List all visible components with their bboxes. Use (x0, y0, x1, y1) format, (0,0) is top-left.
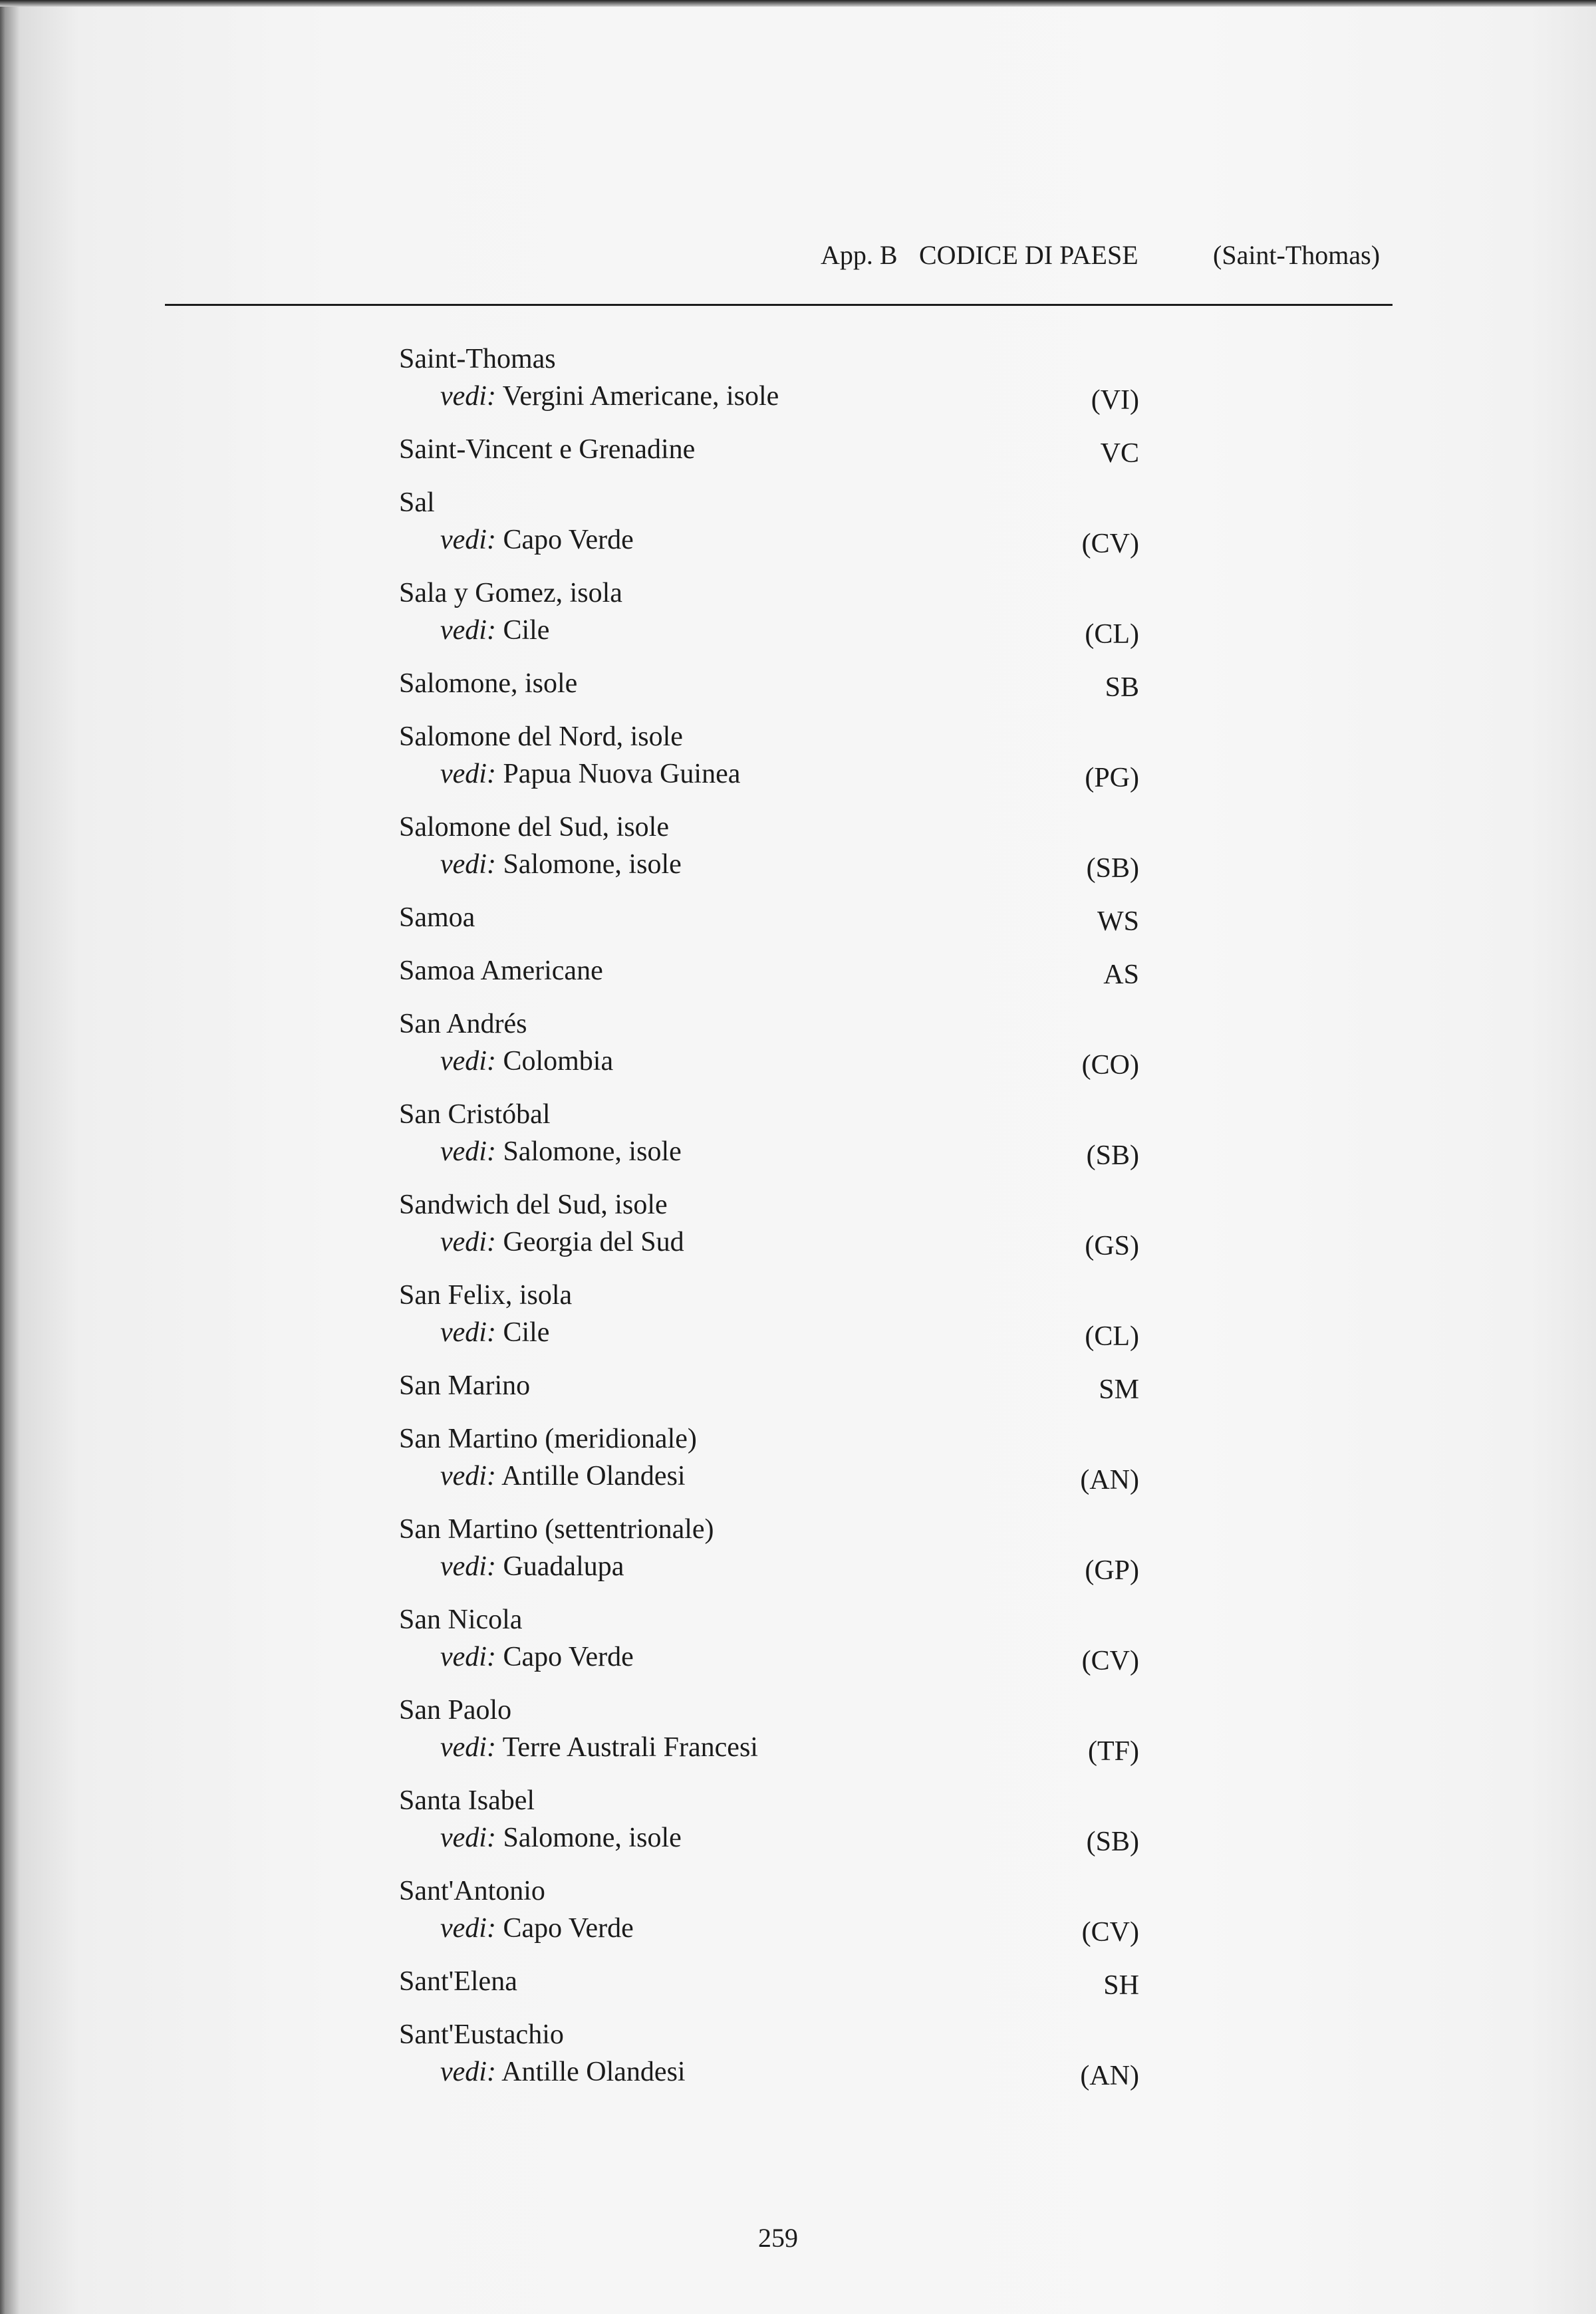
list-item (399, 484, 1144, 559)
list-item (399, 1096, 1144, 1170)
see-target: Antille Olandesi (501, 1461, 686, 1491)
entry-see-reference (399, 378, 1144, 415)
entry-see-reference (399, 1223, 1144, 1261)
entry-name: Salomone del Nord, isole (399, 721, 683, 752)
entry-name: San Nicola (399, 1605, 523, 1635)
entry-name: Samoa (399, 902, 475, 933)
header-title: CODICE DI PAESE (919, 240, 1138, 270)
entry-see-reference (399, 1133, 1144, 1170)
entry-code: SM (1099, 1374, 1139, 1405)
entry-code: (AN) (1080, 2061, 1139, 2091)
entry-see-reference (399, 612, 1144, 649)
entry-code: (SB) (1086, 1140, 1139, 1171)
see-keyword: vedi: (440, 1913, 496, 1944)
see-keyword: vedi: (440, 849, 496, 880)
see-target: Salomone, isole (503, 849, 682, 880)
entry-see-reference (399, 1910, 1144, 1947)
see-target: Colombia (503, 1046, 614, 1077)
list-item (399, 665, 1144, 702)
see-keyword: vedi: (440, 381, 496, 412)
header-rule (165, 304, 1393, 306)
see-target: Salomone, isole (503, 1823, 682, 1853)
list-item (399, 1277, 1144, 1351)
page-top-edge (0, 0, 1596, 7)
entry-code: (SB) (1086, 1827, 1139, 1857)
list-item (399, 952, 1144, 989)
see-target: Antille Olandesi (501, 2057, 686, 2087)
entry-code: (CV) (1081, 1917, 1139, 1948)
list-item (399, 1186, 1144, 1261)
entry-see-reference (399, 1314, 1144, 1351)
list-item (399, 575, 1144, 649)
entry-name: Salomone, isole (399, 668, 578, 699)
see-target: Guadalupa (503, 1551, 624, 1582)
entry-code: (VI) (1091, 385, 1139, 416)
entry-code: (CO) (1081, 1050, 1139, 1081)
entry-name: Saint-Thomas (399, 344, 556, 374)
entry-code: (PG) (1085, 763, 1139, 793)
country-code-list (399, 340, 1144, 2107)
see-keyword: vedi: (440, 1227, 496, 1257)
see-keyword: vedi: (440, 1136, 496, 1167)
list-item (399, 809, 1144, 883)
list-item (399, 1367, 1144, 1404)
list-item (399, 718, 1144, 793)
entry-see-reference (399, 1458, 1144, 1495)
entry-name: San Martino (meridionale) (399, 1424, 697, 1454)
see-target: Salomone, isole (503, 1136, 682, 1167)
list-item (399, 1511, 1144, 1585)
list-item (399, 1005, 1144, 1080)
list-item (399, 2016, 1144, 2091)
entry-name: Sant'Elena (399, 1966, 517, 1997)
see-keyword: vedi: (440, 1317, 496, 1348)
entry-name: Sant'Eustachio (399, 2019, 564, 2050)
entry-name: Samoa Americane (399, 956, 603, 986)
see-keyword: vedi: (440, 1732, 496, 1763)
see-target: Capo Verde (503, 1642, 634, 1672)
entry-name: San Andrés (399, 1009, 527, 1039)
entry-see-reference (399, 846, 1144, 883)
see-keyword: vedi: (440, 2057, 496, 2087)
entry-name: San Felix, isola (399, 1280, 573, 1311)
entry-code: (CL) (1085, 619, 1139, 650)
entry-see-reference (399, 521, 1144, 559)
entry-name: Sant'Antonio (399, 1876, 545, 1906)
entry-code: (GP) (1085, 1555, 1139, 1586)
entry-name: San Martino (settentrionale) (399, 1514, 714, 1545)
see-keyword: vedi: (440, 615, 496, 646)
entry-see-reference (399, 1043, 1144, 1080)
see-target: Cile (503, 615, 550, 646)
list-item (399, 1692, 1144, 1766)
see-keyword: vedi: (440, 525, 496, 555)
entry-name: San Paolo (399, 1695, 512, 1726)
entry-code: (TF) (1088, 1736, 1139, 1767)
running-header (821, 235, 1393, 275)
list-item (399, 1782, 1144, 1857)
see-keyword: vedi: (440, 759, 496, 789)
entry-code: SB (1105, 672, 1139, 703)
entry-code: VC (1100, 438, 1139, 469)
entry-name: Saint-Vincent e Grenadine (399, 434, 696, 465)
entry-code: (CV) (1081, 529, 1139, 559)
entry-code: (CV) (1081, 1646, 1139, 1676)
entry-see-reference (399, 1729, 1144, 1766)
see-keyword: vedi: (440, 1551, 496, 1582)
see-keyword: vedi: (440, 1046, 496, 1077)
list-item (399, 431, 1144, 468)
page-number: 259 (758, 2223, 798, 2253)
entry-code: (SB) (1086, 853, 1139, 884)
see-target: Cile (503, 1317, 550, 1348)
list-item (399, 340, 1144, 415)
entry-name: Sandwich del Sud, isole (399, 1190, 668, 1220)
list-item (399, 1601, 1144, 1676)
list-item (399, 899, 1144, 936)
see-target: Capo Verde (503, 525, 634, 555)
see-target: Capo Verde (503, 1913, 634, 1944)
see-keyword: vedi: (440, 1823, 496, 1853)
see-target: Vergini Americane, isole (502, 381, 779, 412)
see-keyword: vedi: (440, 1461, 496, 1491)
header-running-head: (Saint-Thomas) (1213, 240, 1381, 270)
list-item (399, 1963, 1144, 2000)
entry-see-reference (399, 1638, 1144, 1676)
list-item (399, 1420, 1144, 1495)
entry-see-reference (399, 2053, 1144, 2091)
entry-see-reference (399, 755, 1144, 793)
see-target: Papua Nuova Guinea (503, 759, 741, 789)
see-keyword: vedi: (440, 1642, 496, 1672)
entry-name: Santa Isabel (399, 1785, 535, 1816)
entry-see-reference (399, 1548, 1144, 1585)
entry-name: San Marino (399, 1370, 531, 1401)
entry-see-reference (399, 1819, 1144, 1857)
entry-code: WS (1097, 906, 1139, 937)
see-target: Terre Australi Francesi (502, 1732, 758, 1763)
entry-code: (GS) (1085, 1231, 1139, 1261)
entry-code: (CL) (1085, 1321, 1139, 1352)
entry-code: AS (1103, 960, 1139, 990)
header-section: App. B (821, 240, 898, 270)
entry-code: SH (1103, 1970, 1139, 2001)
entry-name: Sala y Gomez, isola (399, 578, 622, 608)
entry-name: San Cristóbal (399, 1099, 551, 1130)
entry-code: (AN) (1080, 1465, 1139, 1495)
entry-name: Salomone del Sud, isole (399, 812, 669, 842)
see-target: Georgia del Sud (503, 1227, 684, 1257)
entry-name: Sal (399, 487, 435, 518)
list-item (399, 1872, 1144, 1947)
